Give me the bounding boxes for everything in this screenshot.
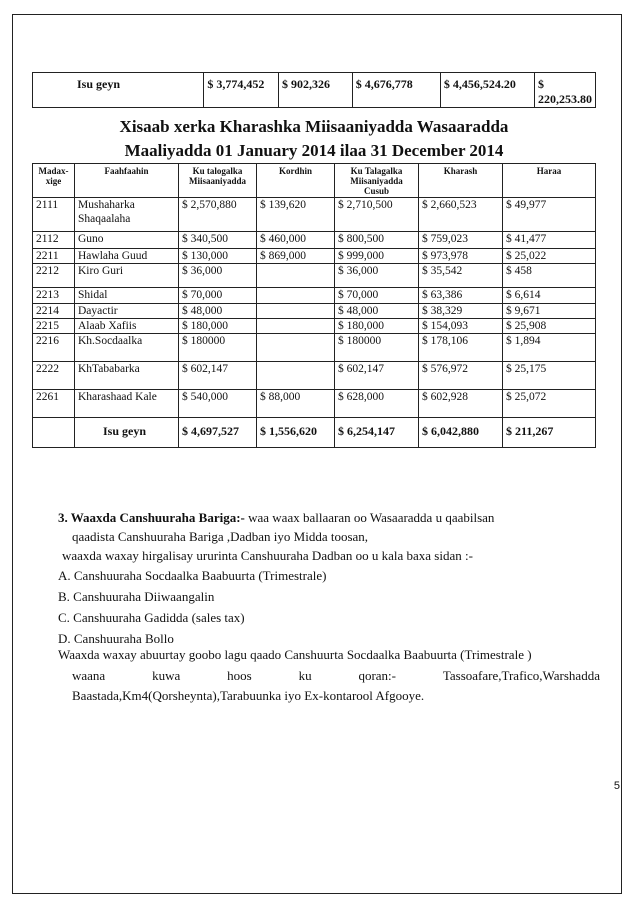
list-item: D. Canshuuraha Bollo — [58, 631, 174, 646]
total-cell — [33, 418, 75, 448]
paragraph-line-3: Baastada,Km4(Qorsheynta),Tarabuunka iyo Ex-kontarool Afgooye. — [72, 688, 425, 703]
amount-cell: $ 6,614 — [503, 288, 596, 304]
paragraph-word: qoran:- — [358, 668, 396, 683]
amount-cell: $ 1,894 — [503, 334, 596, 362]
page-title-line-1: Xisaab xerka Kharashka Miisaaniyadda Wasaaradda — [119, 117, 509, 136]
table-row — [33, 249, 596, 264]
section-intro-line-2: qaadista Canshuuraha Bariga ,Dadban iyo Midda toosan, — [72, 529, 369, 544]
amount-cell — [257, 264, 335, 288]
amount-cell: $ 49,977 — [503, 198, 596, 232]
paragraph-word: waana — [72, 668, 106, 683]
code-cell: 2211 — [33, 249, 75, 264]
amount-cell: $ 869,000 — [257, 249, 335, 264]
total-cell: $ 4,456,524.20 — [440, 73, 534, 108]
amount-cell — [257, 304, 335, 319]
column-header: Kordhin — [257, 164, 335, 198]
amount-cell: $ 63,386 — [419, 288, 503, 304]
code-cell: 2214 — [33, 304, 75, 319]
page-number: 5 — [613, 780, 620, 792]
total-cell: $ 902,326 — [278, 73, 352, 108]
total-cell: $ 1,556,620 — [257, 418, 335, 448]
description-cell: Dayactir — [75, 304, 179, 319]
amount-cell: $ 48,000 — [335, 304, 419, 319]
amount-cell: $ 36,000 — [179, 264, 257, 288]
code-cell: 2216 — [33, 334, 75, 362]
table-row — [33, 319, 596, 334]
list-item: B. Canshuuraha Diiwaangalin — [58, 589, 215, 604]
column-header: Madax- xige — [33, 164, 75, 198]
total-cell: $ 4,697,527 — [179, 418, 257, 448]
column-header: Faahfaahin — [75, 164, 179, 198]
column-header: Haraa — [503, 164, 596, 198]
amount-cell: $ 458 — [503, 264, 596, 288]
table-row — [33, 334, 596, 362]
table-row — [33, 73, 596, 108]
table-total-row — [33, 418, 596, 448]
amount-cell: $ 759,023 — [419, 232, 503, 249]
amount-cell — [257, 288, 335, 304]
amount-cell: $ 178,106 — [419, 334, 503, 362]
description-cell: Shidal — [75, 288, 179, 304]
table-row — [33, 232, 596, 249]
total-label: Isu geyn — [75, 418, 179, 448]
table-row — [33, 198, 596, 232]
description-cell: Hawlaha Guud — [75, 249, 179, 264]
paragraph-line-1: Waaxda waxay abuurtay goobo lagu qaado Canshuurta Socdaalka Baabuurta (Trimestrale ) — [58, 647, 532, 662]
amount-cell: $ 25,175 — [503, 362, 596, 390]
table-row — [33, 362, 596, 390]
previous-total-table — [32, 72, 596, 108]
amount-cell: $ 800,500 — [335, 232, 419, 249]
code-cell: 2212 — [33, 264, 75, 288]
amount-cell: $ 460,000 — [257, 232, 335, 249]
amount-cell: $ 973,978 — [419, 249, 503, 264]
amount-cell: $ 602,928 — [419, 390, 503, 418]
amount-cell: $ 9,671 — [503, 304, 596, 319]
description-cell: Kh.Socdaalka — [75, 334, 179, 362]
paragraph-word: ku — [298, 668, 312, 683]
amount-cell: $ 70,000 — [179, 288, 257, 304]
amount-cell: $ 154,093 — [419, 319, 503, 334]
page-title-line-2: Maaliyadda 01 January 2014 ilaa 31 December 2014 — [124, 141, 504, 160]
amount-cell: $ 70,000 — [335, 288, 419, 304]
amount-cell: $ 88,000 — [257, 390, 335, 418]
total-label: Isu geyn — [33, 73, 204, 108]
code-cell: 2213 — [33, 288, 75, 304]
table-header-row — [33, 164, 596, 198]
code-cell: 2112 — [33, 232, 75, 249]
code-cell: 2222 — [33, 362, 75, 390]
paragraph-word: Tassoafare,Trafico,Warshadda — [442, 668, 600, 683]
amount-cell: $ 999,000 — [335, 249, 419, 264]
amount-cell: $ 180000 — [179, 334, 257, 362]
amount-cell: $ 2,660,523 — [419, 198, 503, 232]
amount-cell: $ 2,710,500 — [335, 198, 419, 232]
column-header: Ku talogalka Miisaaniyadda — [179, 164, 257, 198]
amount-cell: $ 35,542 — [419, 264, 503, 288]
list-item: A. Canshuuraha Socdaalka Baabuurta (Trimestrale) — [58, 568, 327, 583]
amount-cell: $ 180,000 — [335, 319, 419, 334]
amount-cell: $ 602,147 — [335, 362, 419, 390]
paragraph-word: hoos — [227, 668, 252, 683]
amount-cell: $ 25,908 — [503, 319, 596, 334]
amount-cell: $ 340,500 — [179, 232, 257, 249]
amount-cell: $ 38,329 — [419, 304, 503, 319]
column-header: Ku Talagalka Miisaniyadda Cusub — [335, 164, 419, 198]
description-cell: KhTababarka — [75, 362, 179, 390]
budget-table — [32, 163, 596, 448]
description-cell: Kiro Guri — [75, 264, 179, 288]
amount-cell: $ 36,000 — [335, 264, 419, 288]
total-cell: $ 6,254,147 — [335, 418, 419, 448]
total-cell: $ 6,042,880 — [419, 418, 503, 448]
amount-cell: $ 180,000 — [179, 319, 257, 334]
section-intro-line-3: waaxda waxay hirgalisay ururinta Canshuuraha Dadban oo u kala baxa sidan :- — [62, 548, 473, 563]
amount-cell: $ 25,022 — [503, 249, 596, 264]
amount-cell: $ 180000 — [335, 334, 419, 362]
amount-cell: $ 25,072 — [503, 390, 596, 418]
total-cell: $ 3,774,452 — [204, 73, 279, 108]
column-header: Kharash — [419, 164, 503, 198]
total-cell: $ 4,676,778 — [352, 73, 440, 108]
description-cell: Mushaharka Shaqaalaha — [75, 198, 179, 232]
total-cell: $ 211,267 — [503, 418, 596, 448]
section-intro — [58, 508, 598, 527]
amount-cell — [257, 362, 335, 390]
amount-cell: $ 139,620 — [257, 198, 335, 232]
section-heading: 3. Waaxda Canshuuraha Bariga:- — [58, 510, 245, 525]
table-row — [33, 390, 596, 418]
amount-cell: $ 540,000 — [179, 390, 257, 418]
description-cell: Alaab Xafiis — [75, 319, 179, 334]
table-row — [33, 288, 596, 304]
code-cell: 2111 — [33, 198, 75, 232]
section-intro-text: waa waax ballaaran oo Wasaaradda u qaabilsan — [244, 510, 495, 525]
code-cell: 2261 — [33, 390, 75, 418]
table-row — [33, 304, 596, 319]
paragraph-line-2 — [72, 666, 600, 685]
amount-cell: $ 48,000 — [179, 304, 257, 319]
amount-cell: $ 602,147 — [179, 362, 257, 390]
paragraph-word: kuwa — [152, 668, 181, 683]
description-cell: Guno — [75, 232, 179, 249]
amount-cell — [257, 319, 335, 334]
amount-cell: $ 130,000 — [179, 249, 257, 264]
list-item: C. Canshuuraha Gadidda (sales tax) — [58, 610, 245, 625]
amount-cell: $ 628,000 — [335, 390, 419, 418]
description-cell: Kharashaad Kale — [75, 390, 179, 418]
table-row — [33, 264, 596, 288]
total-cell: $ 220,253.80 — [535, 73, 596, 108]
amount-cell: $ 2,570,880 — [179, 198, 257, 232]
code-cell: 2215 — [33, 319, 75, 334]
amount-cell — [257, 334, 335, 362]
amount-cell: $ 41,477 — [503, 232, 596, 249]
amount-cell: $ 576,972 — [419, 362, 503, 390]
